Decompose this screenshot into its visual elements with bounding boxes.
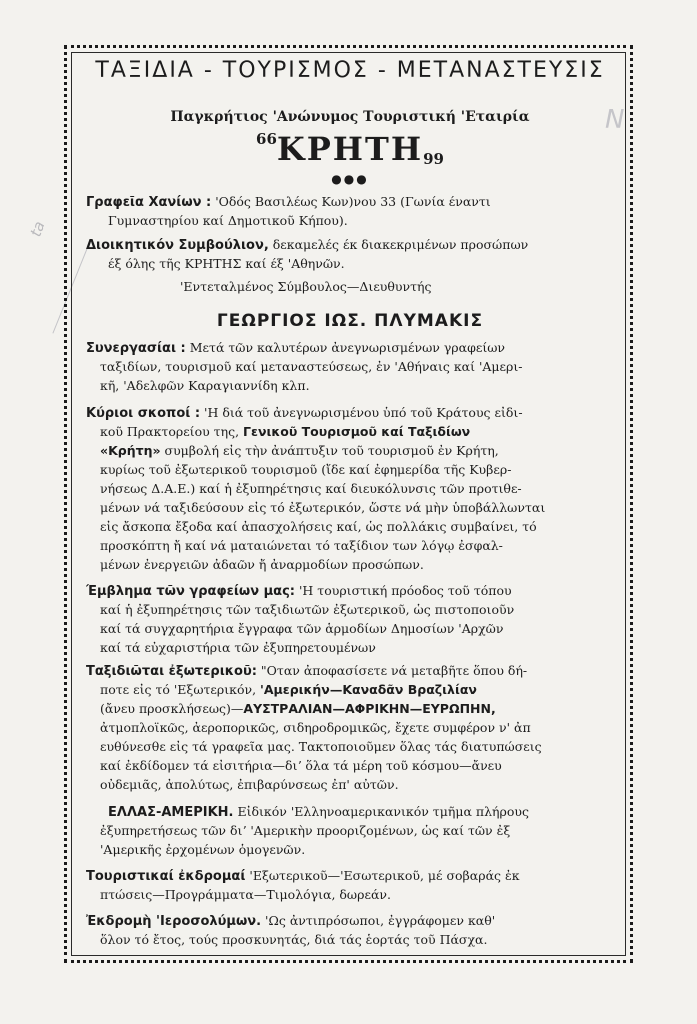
greek-america-key: ΕΛΛΑΣ-ΑΜΕΡΙΚΗ. xyxy=(108,805,234,820)
brand-close-quote: 99 xyxy=(423,150,444,168)
greek-america-line-3: 'Αμερικῆς ἐρχομένων ὁμογενῶν. xyxy=(100,842,306,857)
emblem-line-4: καί τά εὐχαριστήρια τῶν ἐξυπηρετουμένων xyxy=(100,640,376,655)
travelers-text-3a: (ἄνευ προσκλήσεως)— xyxy=(100,701,244,716)
aims-line-3 xyxy=(100,441,614,460)
board-line-2: έξ όλης τῆς ΚΡΗΤΗΣ καί έξ 'Αθηνῶν. xyxy=(108,256,345,271)
aims-text-3a: «Κρήτη» xyxy=(100,443,161,458)
aims-text-3b: συμβολή εἰς τὴν ἀνάπτυξιν τοῦ τουρισμοῦ ἐν Κρήτη, xyxy=(164,443,499,458)
pencil-annotation-a: Ν xyxy=(605,105,625,135)
aims-text-2a: κοῦ Πρακτορείου της, xyxy=(100,424,240,439)
travelers-line-2 xyxy=(100,680,614,699)
board-text-1: δεκαμελές έκ διακεκριμένων προσώπων xyxy=(272,237,529,252)
aims-line-1 xyxy=(86,403,614,423)
brand-name xyxy=(86,130,614,168)
travelers-line-6: καί ἐκδίδομεν τά εἰσιτήρια—διʼ ὅλα τά μέρη τοῦ κόσμου—ἄνευ xyxy=(100,758,502,773)
emblem-line-2: καί ἡ ἐξυπηρέτησις τῶν ταξιδιωτῶν ἐξωτερικοῦ, ὡς πιστοποιοῦν xyxy=(100,602,515,617)
aims-line-4: κυρίως τοῦ ἐξωτερικοῦ τουρισμοῦ (ἴδε καί ἐφημερίδα τῆς Κυβερ- xyxy=(100,462,512,477)
travelers-line-4: ἀτμοπλοϊκῶς, ἀεροπορικῶς, σιδηροδρομικῶς, ἔχετε συμφέρον ν' ἀπ xyxy=(100,720,531,735)
partners-key: Συνεργασίαι : xyxy=(86,341,186,356)
company-name: Παγκρήτιος 'Ανώνυμος Τουριστική 'Εταιρία xyxy=(170,109,530,125)
offices-key: Γραφεῖα Χανίων : xyxy=(86,195,212,210)
headline: ΤΑΞΙΔΙΑ - ΤΟΥΡΙΣΜΟΣ - ΜΕΤΑΝΑΣΤΕΥΣΙΣ xyxy=(95,58,605,83)
travelers-line-3 xyxy=(100,699,614,718)
excursions-text-1: 'Εξωτερικοῦ—'Εσωτερικοῦ, μέ σοβαράς ἐκ xyxy=(249,868,520,883)
pencil-annotation-b: ta xyxy=(26,218,49,240)
aims-line-6: μένων νά ταξιδεύσουν εἰς τό ἐξωτερικόν, ὥστε νά μὴν ὑποβάλλωνται xyxy=(100,500,546,515)
travelers-text-2a: ποτε εἰς τό 'Εξωτερικόν, xyxy=(100,682,257,697)
travelers-line-7: οὐδεμιᾶς, ἀπολύτως, ἐπιβαρύνσεως ἐπ' αὐτῶν. xyxy=(100,777,399,792)
travelers-key: Ταξιδιῶται ἐξωτερικοῦ: xyxy=(86,664,257,679)
travelers-line-1 xyxy=(86,661,614,681)
offices-line-1 xyxy=(86,192,614,212)
aims-line-5: νήσεως Δ.Α.Ε.) καί ἡ ἐξυπηρέτησις καί διευκόλυνσις τῶν προτιθε- xyxy=(100,481,522,496)
brand-open-quote: 66 xyxy=(256,130,277,148)
greek-america-line-1 xyxy=(108,802,614,822)
aims-line-8: προσκόπτη ἤ καί νά ματαιώνεται τό ταξίδιον των λόγῳ ἐσφαλ- xyxy=(100,538,503,553)
aims-line-9: μένων ἐνεργειῶν ἀδαῶν ἤ ἀναρμοδίων προσώπων. xyxy=(100,557,424,572)
board-line-3: 'Εντεταλμένος Σύμβουλος—Διευθυντής xyxy=(180,279,432,294)
travelers-line-5: ευθύνεσθε εἰς τά γραφεῖα μας. Τακτοποιοῦμεν ὅλας τάς διατυπώσεις xyxy=(100,739,542,754)
aims-line-7: εἰς ἄσκοπα ἔξοδα καί ἀπασχολήσεις καί, ὡς πολλάκις συμβαίνει, τό xyxy=(100,519,537,534)
emblem-line-1 xyxy=(86,581,614,601)
brand-text: ΚΡΗΤΗ xyxy=(276,130,424,168)
emblem-line-3: καί τά συγχαρητήρια ἔγγραφα τῶν ἁρμοδίων Δημοσίων 'Αρχῶν xyxy=(100,621,504,636)
offices-line-2: Γυμναστηρίου καί Δημοτικοῦ Κήπου). xyxy=(108,213,348,228)
aims-text-1: 'Η διά τοῦ ἀνεγνωρισμένου ὑπό τοῦ Κράτους εἰδι- xyxy=(204,405,523,420)
excursions-line-1 xyxy=(86,866,614,886)
travelers-text-3b: ΑΥΣΤΡΑΛΙΑΝ—ΑΦΡΙΚΗΝ—ΕΥΡΩΠΗΝ, xyxy=(243,701,496,716)
partners-line-1 xyxy=(86,338,614,358)
greek-america-line-2: ἐξυπηρετήσεως τῶν διʼ 'Αμερικὴν προοριζομένων, ὡς καί τῶν ἐξ xyxy=(100,823,511,838)
excursions-key: Τουριστικαί ἐκδρομαί xyxy=(86,869,246,884)
partners-line-2: ταξιδίων, τουρισμοῦ καί μεταναστεύσεως, ἐν 'Αθήναις καί 'Αμερι- xyxy=(100,359,523,374)
partners-line-3: κῆ, 'Αδελφῶν Καραγιαννίδη κλπ. xyxy=(100,378,310,393)
travelers-text-2b: 'Αμερικήν—Καναδᾶν Βραζιλίαν xyxy=(260,682,477,697)
partners-text-1: Μετά τῶν καλυτέρων ἀνεγνωρισμένων γραφείων xyxy=(189,340,506,355)
board-line-1 xyxy=(86,235,614,255)
offices-text-1: 'Οδός Βασιλέως Κων)νου 33 (Γωνία έναντι xyxy=(215,194,491,209)
aims-line-2 xyxy=(100,422,614,441)
aims-key: Κύριοι σκοποί : xyxy=(86,406,201,421)
greek-america-text-1: Εἰδικόν 'Ελληνοαμερικανικόν τμῆμα πλήρους xyxy=(237,804,529,819)
jerusalem-text-1: 'Ως ἀντιπρόσωποι, ἐγγράφομεν καθ' xyxy=(265,913,496,928)
excursions-line-2: πτώσεις—Προγράμματα—Τιμολόγια, δωρεάν. xyxy=(100,887,391,902)
aims-text-2b: Γενικοῦ Τουρισμοῦ καί Ταξιδίων xyxy=(243,424,471,439)
jerusalem-key: Ἐκδρομὴ 'Ιεροσολύμων. xyxy=(86,914,262,929)
jerusalem-line-2: ὅλον τό ἔτος, τούς προσκυνητάς, διά τάς ἑορτάς τοῦ Πάσχα. xyxy=(100,932,488,947)
travelers-text-1: "Οταν ἀποφασίσετε νά μεταβῆτε ὅπου δή- xyxy=(260,663,528,678)
manager-name: ΓΕΩΡΓΙΟΣ ΙΩΣ. ΠΛΥΜΑΚΙΣ xyxy=(216,311,484,331)
board-key: Διοικητικόν Συμβούλιον, xyxy=(86,238,269,253)
jerusalem-line-1 xyxy=(86,911,614,931)
emblem-key: Έμβλημα τῶν γραφείων μας: xyxy=(86,584,295,599)
emblem-text-1: 'Η τουριστική πρόοδος τοῦ τόπου xyxy=(298,583,512,598)
ornament-dots: ●●● xyxy=(331,172,369,186)
